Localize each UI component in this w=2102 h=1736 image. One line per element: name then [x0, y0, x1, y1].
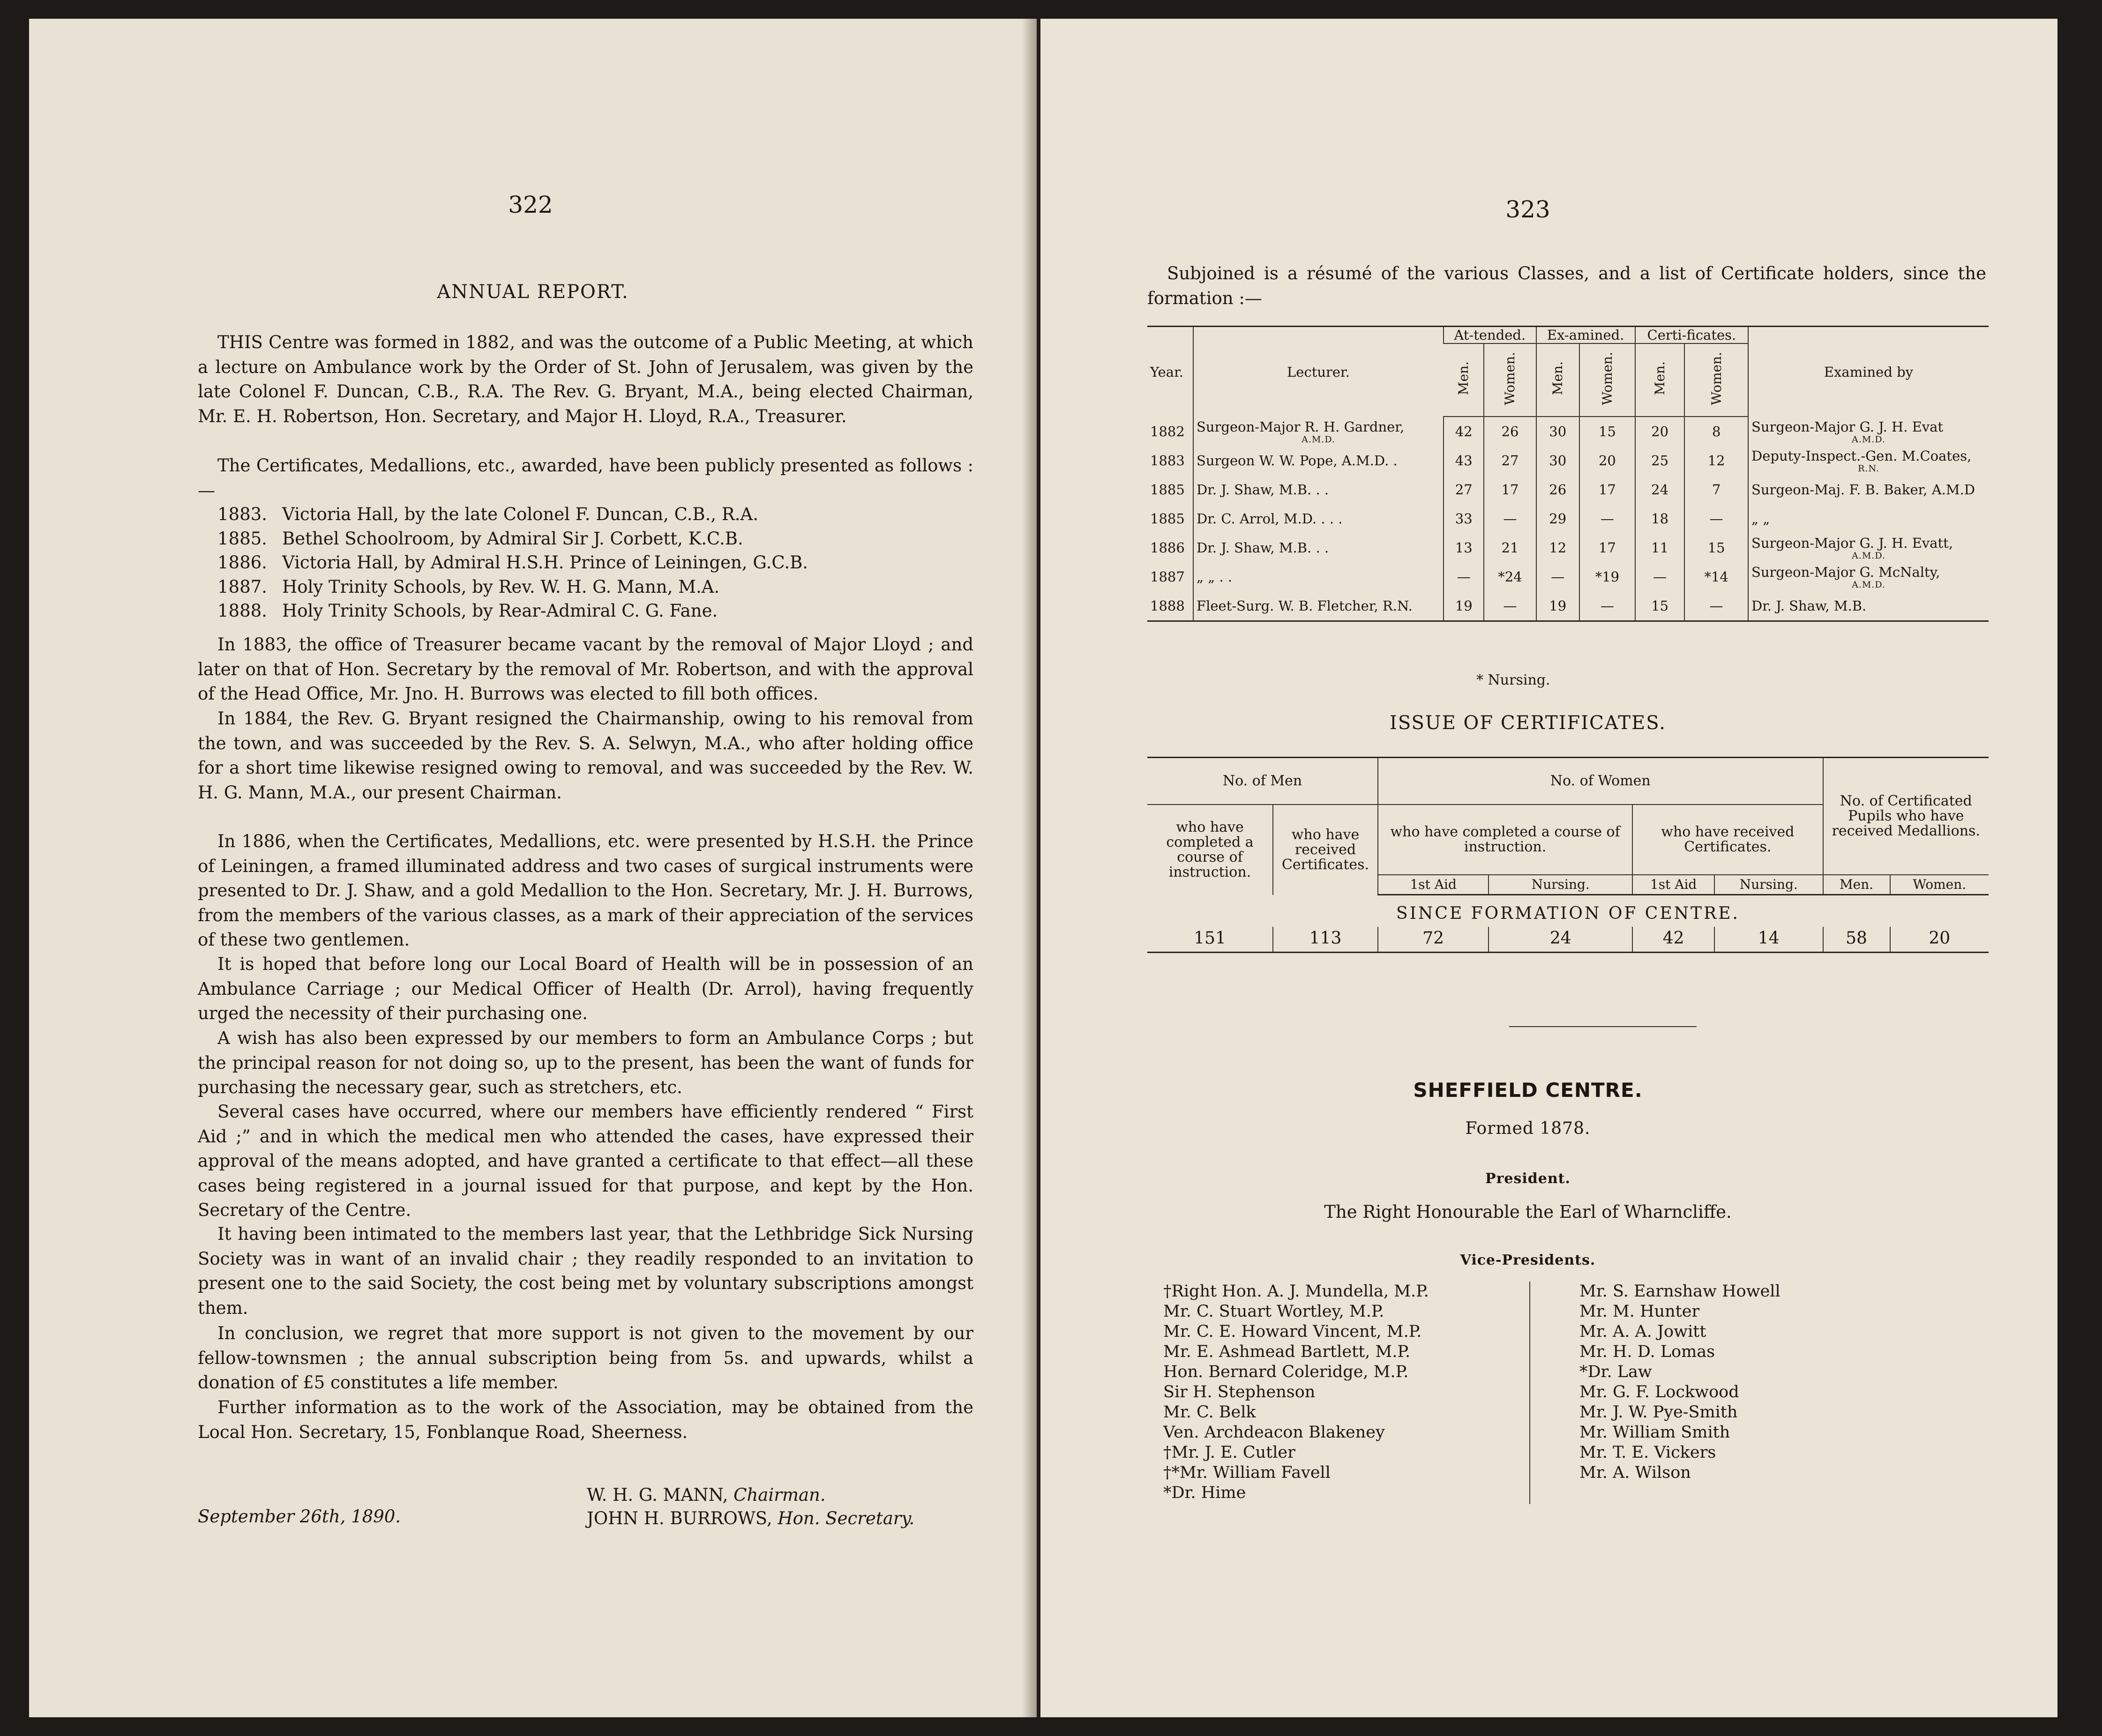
cell-count: 21 — [1484, 533, 1536, 562]
cell-examiner: Surgeon-Major G. McNalty, A.M.D. — [1748, 562, 1989, 591]
header-women-received: who have received Certificates. — [1632, 805, 1823, 875]
presentations-list — [217, 502, 967, 623]
cell-examiner: Deputy-Inspect.-Gen. M.Coates, R.N. — [1748, 446, 1989, 475]
header-first-aid: 1st Aid — [1378, 875, 1489, 895]
report-paragraph: Further information as to the work of the Association, may be obtained from the Local Hon. Secretary, 15, Fonblanque Road, Sheerness. — [198, 1397, 973, 1442]
vice-president-name: Mr. J. W. Pye-Smith — [1579, 1403, 1738, 1422]
issue-heading: ISSUE OF CERTIFICATES. — [1390, 712, 1666, 734]
sheffield-title: SHEFFIELD CENTRE. — [1413, 1079, 1643, 1102]
page-number: 322 — [508, 191, 553, 218]
vice-president-name: Hon. Bernard Coleridge, M.P. — [1163, 1363, 1409, 1381]
cell-count: 26 — [1484, 417, 1536, 446]
header-women: Women. — [1684, 343, 1748, 417]
cell-count: — — [1484, 504, 1536, 533]
class-row — [1147, 446, 1989, 475]
cell-count: 18 — [1635, 504, 1685, 533]
cell-lecturer: Dr. C. Arrol, M.D. . . . — [1193, 504, 1444, 533]
vice-president-name: *Dr. Law — [1579, 1363, 1652, 1381]
vice-president-name: †Right Hon. A. J. Mundella, M.P. — [1163, 1282, 1429, 1301]
header-nursing: Nursing. — [1714, 875, 1823, 895]
vice-president-name: Mr. S. Earnshaw Howell — [1579, 1282, 1780, 1301]
header-nursing: Nursing. — [1489, 875, 1632, 895]
header-men: Men. — [1823, 875, 1890, 895]
header-attended: At-tended. — [1444, 327, 1536, 344]
cell-count: — — [1536, 562, 1579, 591]
presentation-year: 1886. — [217, 552, 267, 573]
header-women: Women. — [1484, 343, 1536, 417]
presentation-item — [217, 502, 967, 527]
signature-role: Chairman. — [733, 1485, 826, 1505]
cell-count: 13 — [1444, 533, 1484, 562]
cell-count: 7 — [1684, 475, 1748, 504]
cell-count: 12 — [1536, 533, 1579, 562]
resume-intro: Subjoined is a résumé of the various Classes, and a list of Certificate holders, since the formation :— — [1147, 263, 1986, 308]
report-paragraph: It is hoped that before long our Local Board of Health will be in possession of an Ambulance Carriage ; our Medical Officer of Health (Dr. Arrol), having frequently urged the necessity of their purchasing one. — [198, 954, 973, 1023]
column-divider — [1529, 1282, 1530, 1504]
cell-count: 43 — [1444, 446, 1484, 475]
header-women-completed: who have completed a course of instruction. — [1378, 805, 1632, 875]
cell-lecturer: Dr. J. Shaw, M.B. . . — [1193, 475, 1444, 504]
left-page — [29, 19, 1037, 1717]
header-first-aid: 1st Aid — [1632, 875, 1714, 895]
vice-president-name: Mr. M. Hunter — [1579, 1302, 1700, 1321]
sheffield-formed: Formed 1878. — [1465, 1119, 1591, 1138]
signature-role: Hon. Secretary. — [778, 1508, 915, 1528]
class-row — [1147, 475, 1989, 504]
cell-count: 33 — [1444, 504, 1484, 533]
header-year: Year. — [1150, 364, 1183, 380]
cell-count: *24 — [1484, 562, 1536, 591]
header-no-of-women: No. of Women — [1378, 758, 1823, 805]
since-formation-label: SINCE FORMATION OF CENTRE. — [1396, 904, 1740, 923]
certificates-intro: The Certificates, Medallions, etc., awarded, have been publicly presented as follows :— — [198, 455, 973, 500]
right-page — [1040, 19, 2057, 1717]
cell-year: 1885 — [1150, 511, 1185, 527]
cell-count: *19 — [1579, 562, 1635, 591]
header-women: Women. — [1890, 875, 1989, 895]
cell-lecturer: „ „ . . — [1193, 562, 1444, 591]
cell-count: 26 — [1536, 475, 1579, 504]
vice-president-name: Mr. T. E. Vickers — [1579, 1443, 1716, 1462]
cell-lecturer: Fleet-Surg. W. B. Fletcher, R.N. — [1193, 591, 1444, 621]
cell-count: 15 — [1684, 533, 1748, 562]
vice-president-name: Mr. H. D. Lomas — [1579, 1342, 1715, 1361]
report-paragraph: Several cases have occurred, where our members have efficiently rendered “ First Aid ;” and in which the medical men who attended the cases, have expressed their approval of the means adopted, and have granted a certificate to that effect—all these cases being registered in a journal issued for that purpose, and kept by the Hon. Secretary of the Centre. — [198, 1102, 973, 1220]
cell-year: 1887 — [1150, 569, 1185, 585]
header-men: Men. — [1536, 343, 1579, 417]
cell-count: — — [1635, 562, 1685, 591]
class-row — [1147, 591, 1989, 621]
class-row — [1147, 504, 1989, 533]
report-paragraph: In 1883, the office of Treasurer became vacant by the removal of Major Lloyd ; and later on that of Hon. Secretary by the removal of Mr. Robertson, and with the approval of the Head Office, Mr. Jno. H. Burrows was elected to fill both offices. — [198, 634, 973, 704]
header-men: Men. — [1635, 343, 1685, 417]
cell-count: *14 — [1684, 562, 1748, 591]
signature-chairman — [587, 1483, 826, 1507]
presentation-year: 1883. — [217, 504, 267, 524]
presentation-item — [217, 527, 967, 551]
divider — [1509, 1026, 1697, 1027]
vice-president-name: Mr. E. Ashmead Bartlett, M.P. — [1163, 1342, 1411, 1361]
issue-value: 72 — [1378, 927, 1489, 953]
vice-president-name: †Mr. J. E. Cutler — [1163, 1443, 1295, 1462]
cell-year: 1882 — [1150, 423, 1185, 440]
issue-value: 151 — [1147, 927, 1273, 953]
page-number: 323 — [1505, 196, 1550, 223]
cell-count: 15 — [1579, 417, 1635, 446]
cell-count: — — [1684, 504, 1748, 533]
vice-presidents-left — [1163, 1282, 1529, 1503]
cell-count: — — [1579, 591, 1635, 621]
header-medallions: No. of Certificated Pupils who have received Medallions. — [1823, 758, 1989, 875]
cell-examiner: Surgeon-Maj. F. B. Baker, A.M.D — [1748, 475, 1989, 504]
report-heading: ANNUAL REPORT. — [437, 281, 629, 303]
class-row — [1147, 562, 1989, 591]
president-name: The Right Honourable the Earl of Wharncliffe. — [1324, 1202, 1732, 1222]
issue-value: 20 — [1890, 927, 1989, 953]
issue-table — [1147, 757, 1989, 953]
signature-name: JOHN H. BURROWS, — [587, 1508, 772, 1528]
presentation-text: Holy Trinity Schools, by Rear-Admiral C. G. Fane. — [282, 601, 718, 621]
report-paragraph: In 1884, the Rev. G. Bryant resigned the Chairmanship, owing to his removal from the town, and was succeeded by the Rev. S. A. Selwyn, M.A., who after holding office for a short time likewise resigned owing to removal, and was succeeded by the Rev. W. H. G. Mann, M.A., our present Chairman. — [198, 708, 973, 803]
presentation-text: Victoria Hall, by Admiral H.S.H. Prince of Leiningen, G.C.B. — [282, 552, 808, 573]
issue-value: 24 — [1489, 927, 1632, 953]
cell-count: 42 — [1444, 417, 1484, 446]
header-women: Women. — [1579, 343, 1635, 417]
presentation-year: 1885. — [217, 528, 267, 549]
issue-value: 14 — [1714, 927, 1823, 953]
presentation-text: Victoria Hall, by the late Colonel F. Duncan, C.B., R.A. — [282, 504, 758, 524]
cell-count: 24 — [1635, 475, 1685, 504]
cell-count: 27 — [1444, 475, 1484, 504]
table-footnote: * Nursing. — [1476, 672, 1550, 688]
vice-president-name: Mr. C. Stuart Wortley, M.P. — [1163, 1302, 1384, 1321]
vice-presidents-label: Vice-Presidents. — [1460, 1252, 1596, 1268]
vice-president-name: Mr. G. F. Lockwood — [1579, 1383, 1739, 1401]
header-examined: Ex-amined. — [1536, 327, 1635, 344]
cell-examiner: Surgeon-Major G. J. H. Evatt, A.M.D. — [1748, 533, 1989, 562]
presentation-item — [217, 551, 967, 575]
cell-count: 17 — [1579, 475, 1635, 504]
vice-president-name: Mr. A. Wilson — [1579, 1463, 1691, 1482]
presentation-text: Holy Trinity Schools, by Rev. W. H. G. Mann, M.A. — [282, 576, 720, 597]
header-men-completed: who have completed a course of instruction. — [1166, 819, 1254, 880]
cell-year: 1885 — [1150, 482, 1185, 498]
cell-count: 12 — [1684, 446, 1748, 475]
cell-year: 1888 — [1150, 598, 1185, 614]
presentation-year: 1887. — [217, 576, 267, 597]
intro-paragraph: THIS Centre was formed in 1882, and was the outcome of a Public Meeting, at which a lecture on Ambulance work by the Order of St. John of Jerusalem, was given by the late Colonel F. Duncan, C.B., R.A. The Rev. G. Bryant, M.A., being elected Chairman, Mr. E. H. Robertson, Hon. Secretary, and Major H. Lloyd, R.A., Treasurer. — [198, 332, 973, 426]
vice-president-name: Mr. A. A. Jowitt — [1579, 1322, 1706, 1341]
report-date: September 26th, 1890. — [198, 1506, 401, 1527]
cell-count: — — [1444, 562, 1484, 591]
header-no-of-men: No. of Men — [1147, 758, 1378, 805]
header-men-received: who have received Certificates. — [1273, 805, 1378, 895]
cell-lecturer: Dr. J. Shaw, M.B. . . — [1193, 533, 1444, 562]
presentation-item — [217, 599, 967, 623]
header-certificates: Certi-ficates. — [1635, 327, 1748, 344]
cell-lecturer: Surgeon W. W. Pope, A.M.D. . — [1193, 446, 1444, 475]
cell-examiner: Surgeon-Major G. J. H. Evat A.M.D. — [1748, 417, 1989, 446]
cell-count: — — [1579, 504, 1635, 533]
signature-name: W. H. G. MANN, — [587, 1485, 728, 1505]
cell-examiner: „ „ — [1748, 504, 1989, 533]
report-paragraph: In conclusion, we regret that more support is not given to the movement by our fellow-townsmen ; the annual subscription being from 5s. and upwards, whilst a donation of £5 constitutes a life member. — [198, 1323, 973, 1393]
cell-count: 15 — [1635, 591, 1685, 621]
cell-count: 30 — [1536, 446, 1579, 475]
issue-value: 58 — [1823, 927, 1890, 953]
cell-count: 29 — [1536, 504, 1579, 533]
cell-count: 19 — [1536, 591, 1579, 621]
cell-count: 17 — [1484, 475, 1536, 504]
cell-count: 20 — [1635, 417, 1685, 446]
vice-president-name: Mr. William Smith — [1579, 1423, 1730, 1442]
vice-president-name: *Dr. Hime — [1163, 1483, 1246, 1502]
cell-count: 25 — [1635, 446, 1685, 475]
cell-examiner: Dr. J. Shaw, M.B. — [1748, 591, 1989, 621]
cell-count: 17 — [1579, 533, 1635, 562]
issue-value: 113 — [1273, 927, 1378, 953]
report-paragraph: In 1886, when the Certificates, Medallions, etc. were presented by H.S.H. the Prince of Leiningen, a framed illuminated address and two cases of surgical instruments were presented to Dr. J. Shaw, and a gold Medallion to the Hon. Secretary, Mr. J. H. Burrows, from the members of the various classes, as a mark of their appreciation of the services of these two gentlemen. — [198, 831, 973, 950]
presentation-text: Bethel Schoolroom, by Admiral Sir J. Corbett, K.C.B. — [282, 528, 743, 549]
report-paragraph: A wish has also been expressed by our members to form an Ambulance Corps ; but the principal reason for not doing so, up to the present, has been the want of funds for purchasing the necessary gear, such as stretchers, etc. — [198, 1028, 973, 1097]
vice-president-name: †*Mr. William Favell — [1163, 1463, 1331, 1482]
vice-president-name: Mr. C. E. Howard Vincent, M.P. — [1163, 1322, 1422, 1341]
vice-presidents-right — [1579, 1282, 1945, 1483]
vice-president-name: Ven. Archdeacon Blakeney — [1163, 1423, 1385, 1442]
president-label: President. — [1485, 1170, 1571, 1187]
cell-count: 27 — [1484, 446, 1536, 475]
vice-president-name: Mr. C. Belk — [1163, 1403, 1256, 1422]
cell-year: 1883 — [1150, 453, 1185, 469]
cell-lecturer: Surgeon-Major R. H. Gardner, A.M.D. — [1193, 417, 1444, 446]
signature-secretary — [587, 1507, 914, 1530]
presentation-item — [217, 575, 967, 599]
report-paragraph: It having been intimated to the members last year, that the Lethbridge Sick Nursing Society was in want of an invalid chair ; they readily responded to an invitation to present one to the said Society, the cost being met by voluntary subscriptions amongst them. — [198, 1224, 973, 1318]
presentation-year: 1888. — [217, 601, 267, 621]
issue-value: 42 — [1632, 927, 1714, 953]
cell-count: 11 — [1635, 533, 1685, 562]
cell-count: 20 — [1579, 446, 1635, 475]
class-row — [1147, 417, 1989, 446]
cell-count: 8 — [1684, 417, 1748, 446]
cell-count: 19 — [1444, 591, 1484, 621]
cell-count: — — [1484, 591, 1536, 621]
vice-president-name: Sir H. Stephenson — [1163, 1383, 1316, 1401]
cell-year: 1886 — [1150, 540, 1185, 556]
header-lecturer: Lecturer. — [1193, 327, 1444, 417]
header-men: Men. — [1444, 343, 1484, 417]
class-row — [1147, 533, 1989, 562]
classes-table — [1147, 326, 1989, 622]
header-examined-by: Examined by — [1748, 327, 1989, 417]
cell-count: 30 — [1536, 417, 1579, 446]
cell-count: — — [1684, 591, 1748, 621]
